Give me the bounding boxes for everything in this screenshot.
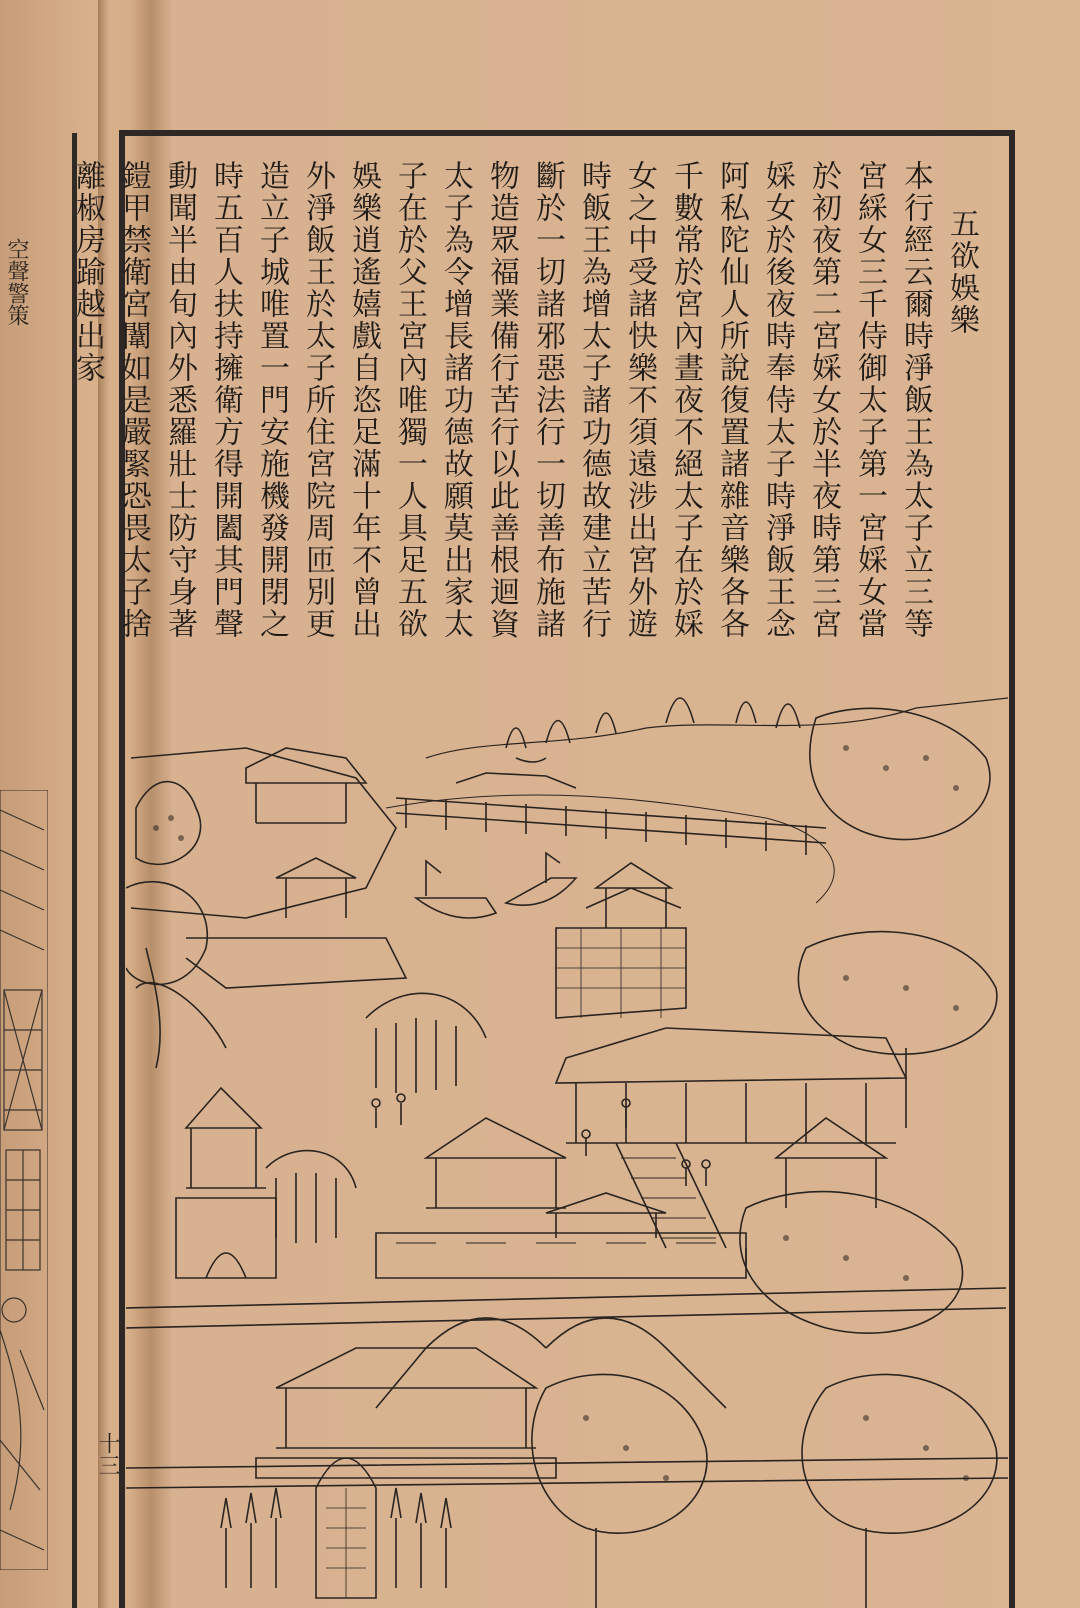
left-page-title: 空聲警策: [4, 238, 29, 326]
text-column: 婇女於後夜時奉侍太子時淨飯王念: [760, 160, 795, 640]
text-column: 動聞半由旬內外悉羅壯士防守身著: [162, 160, 197, 640]
text-column: 離椒房踰越出家: [70, 160, 105, 384]
text-column: 斷於一切諸邪惡法行一切善布施諸: [530, 160, 565, 640]
page-number: 十三: [95, 1432, 120, 1476]
text-column: 鎧甲禁衛宮闈如是嚴緊恐畏太子捨: [116, 160, 151, 640]
text-column: 物造眾福業備行苦行以此善根迴資: [484, 160, 519, 640]
text-column: 娛樂逍遙嬉戲自恣足滿十年不曾出: [346, 160, 381, 640]
text-block: [70, 160, 984, 680]
palace-garden-illustration: [126, 688, 1008, 1608]
left-page-illustration: [0, 790, 48, 1570]
text-column: 造立子城唯置一門安施機發開閉之: [254, 160, 289, 640]
text-column: 千數常於宮內晝夜不絕太子在於婇: [668, 160, 703, 640]
text-column: 外淨飯王於太子所住宮院周匝別更: [300, 160, 335, 640]
text-column: 太子為令增長諸功德故願莫出家太: [438, 160, 473, 640]
text-column: 宮綵女三千侍御太子第一宮婇女當: [852, 160, 887, 640]
text-column: 本行經云爾時淨飯王為太子立三等: [898, 160, 933, 640]
text-column: 時五百人扶持擁衛方得開闔其門聲: [208, 160, 243, 640]
text-column: 子在於父王宮內唯獨一人具足五欲: [392, 160, 427, 640]
text-column: 女之中受諸快樂不須遠涉出宮外遊: [622, 160, 657, 640]
text-column: 時飯王為增太子諸功德故建立苦行: [576, 160, 611, 640]
text-column: 於初夜第二宮婇女於半夜時第三宮: [806, 160, 841, 640]
text-column: 阿私陀仙人所說復置諸雜音樂各各: [714, 160, 749, 640]
section-heading: 五欲娛樂: [944, 208, 979, 336]
